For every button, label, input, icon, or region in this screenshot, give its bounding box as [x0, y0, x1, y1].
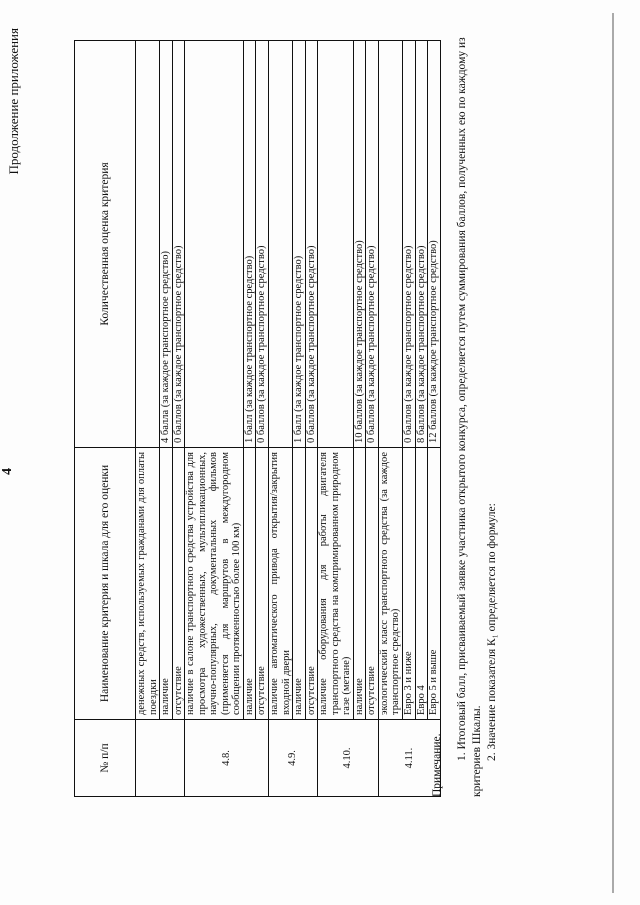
row-score: [136, 41, 160, 448]
row-name: наличие в салоне транспортного средства устройства для просмотра художественных, мультипликационных, научно-популярных, документальных фильмов (применяется для маршрутов в междугородном сообщении протяженностью более 100 км): [185, 448, 244, 720]
table-row: [243, 41, 256, 797]
row-name: Евро 5 и выше: [428, 448, 441, 720]
row-score: 0 баллов (за каждое транспортное средство): [305, 41, 318, 448]
row-name: отсутствие: [172, 448, 185, 720]
table-header-row: [75, 41, 136, 797]
row-name: наличие оборудования для работы двигателя транспортного средства на компримированном природном газе (метане): [318, 448, 354, 720]
table-row: [378, 41, 402, 797]
row-name: наличие: [293, 448, 306, 720]
row-score: [269, 41, 293, 448]
row-num: [136, 720, 185, 797]
row-score: 0 баллов (за каждое транспортное средство): [256, 41, 269, 448]
table-row: [185, 41, 244, 797]
row-name: наличие автоматического привода открытия/закрытия входной двери: [269, 448, 293, 720]
table-row: [366, 41, 379, 797]
table-row: [172, 41, 185, 797]
table-row: [293, 41, 306, 797]
row-name: экологический класс транспортного средства (за каждое транспортное средство): [378, 448, 402, 720]
table-row: [305, 41, 318, 797]
row-score: 0 баллов (за каждое транспортное средство): [403, 41, 416, 448]
scan-edge-line: [612, 13, 614, 893]
row-score: [185, 41, 244, 448]
table-row: [256, 41, 269, 797]
row-name: денежных средств, используемых гражданами для оплаты поездки: [136, 448, 160, 720]
row-name: отсутствие: [366, 448, 379, 720]
row-score: 8 баллов (за каждое транспортное средство): [415, 41, 428, 448]
row-name: Евро 3 и ниже: [403, 448, 416, 720]
table-row: [160, 41, 173, 797]
row-score: 4 балла (за каждое транспортное средство): [160, 41, 173, 448]
table-row: [136, 41, 160, 797]
row-score: [378, 41, 402, 448]
row-name: Евро 4: [415, 448, 428, 720]
row-score: 0 баллов (за каждое транспортное средство): [172, 41, 185, 448]
table-row: [353, 41, 366, 797]
row-name: наличие: [353, 448, 366, 720]
note-item-1: 1. Итоговый балл, присваиваемый заявке участника открытого конкурса, определяется путем суммирования баллов, полученных ею по каждому из критериев Шкалы.: [455, 37, 483, 797]
row-name: отсутствие: [256, 448, 269, 720]
row-num: 4.11.: [378, 720, 440, 797]
header-score: Количественная оценка критерия: [75, 41, 136, 448]
table-row: [403, 41, 416, 797]
row-score: 10 баллов (за каждое транспортное средство): [353, 41, 366, 448]
page-number: 4: [0, 468, 15, 475]
table-row: [318, 41, 354, 797]
row-num: 4.9.: [269, 720, 318, 797]
criteria-table: [74, 40, 441, 797]
row-name: наличие: [243, 448, 256, 720]
note-item-2: 2. Значение показателя К₁ определяется по формуле:: [485, 503, 498, 761]
row-num: 4.10.: [318, 720, 379, 797]
row-name: отсутствие: [305, 448, 318, 720]
table-row: [415, 41, 428, 797]
row-name: наличие: [160, 448, 173, 720]
row-num: 4.8.: [185, 720, 269, 797]
note-section: [430, 37, 500, 797]
row-score: 1 балл (за каждое транспортное средство): [293, 41, 306, 448]
note-title: Примечание.: [431, 733, 443, 797]
table-row: [269, 41, 293, 797]
header-num: № п/п: [75, 720, 136, 797]
row-score: 1 балл (за каждое транспортное средство): [243, 41, 256, 448]
row-score: [318, 41, 354, 448]
continuation-label: Продолжение приложения: [6, 28, 21, 175]
row-score: 0 баллов (за каждое транспортное средство): [366, 41, 379, 448]
row-score: 12 баллов (за каждое транспортное средство): [428, 41, 441, 448]
header-name: Наименование критерия и шкала для его оценки: [75, 448, 136, 720]
